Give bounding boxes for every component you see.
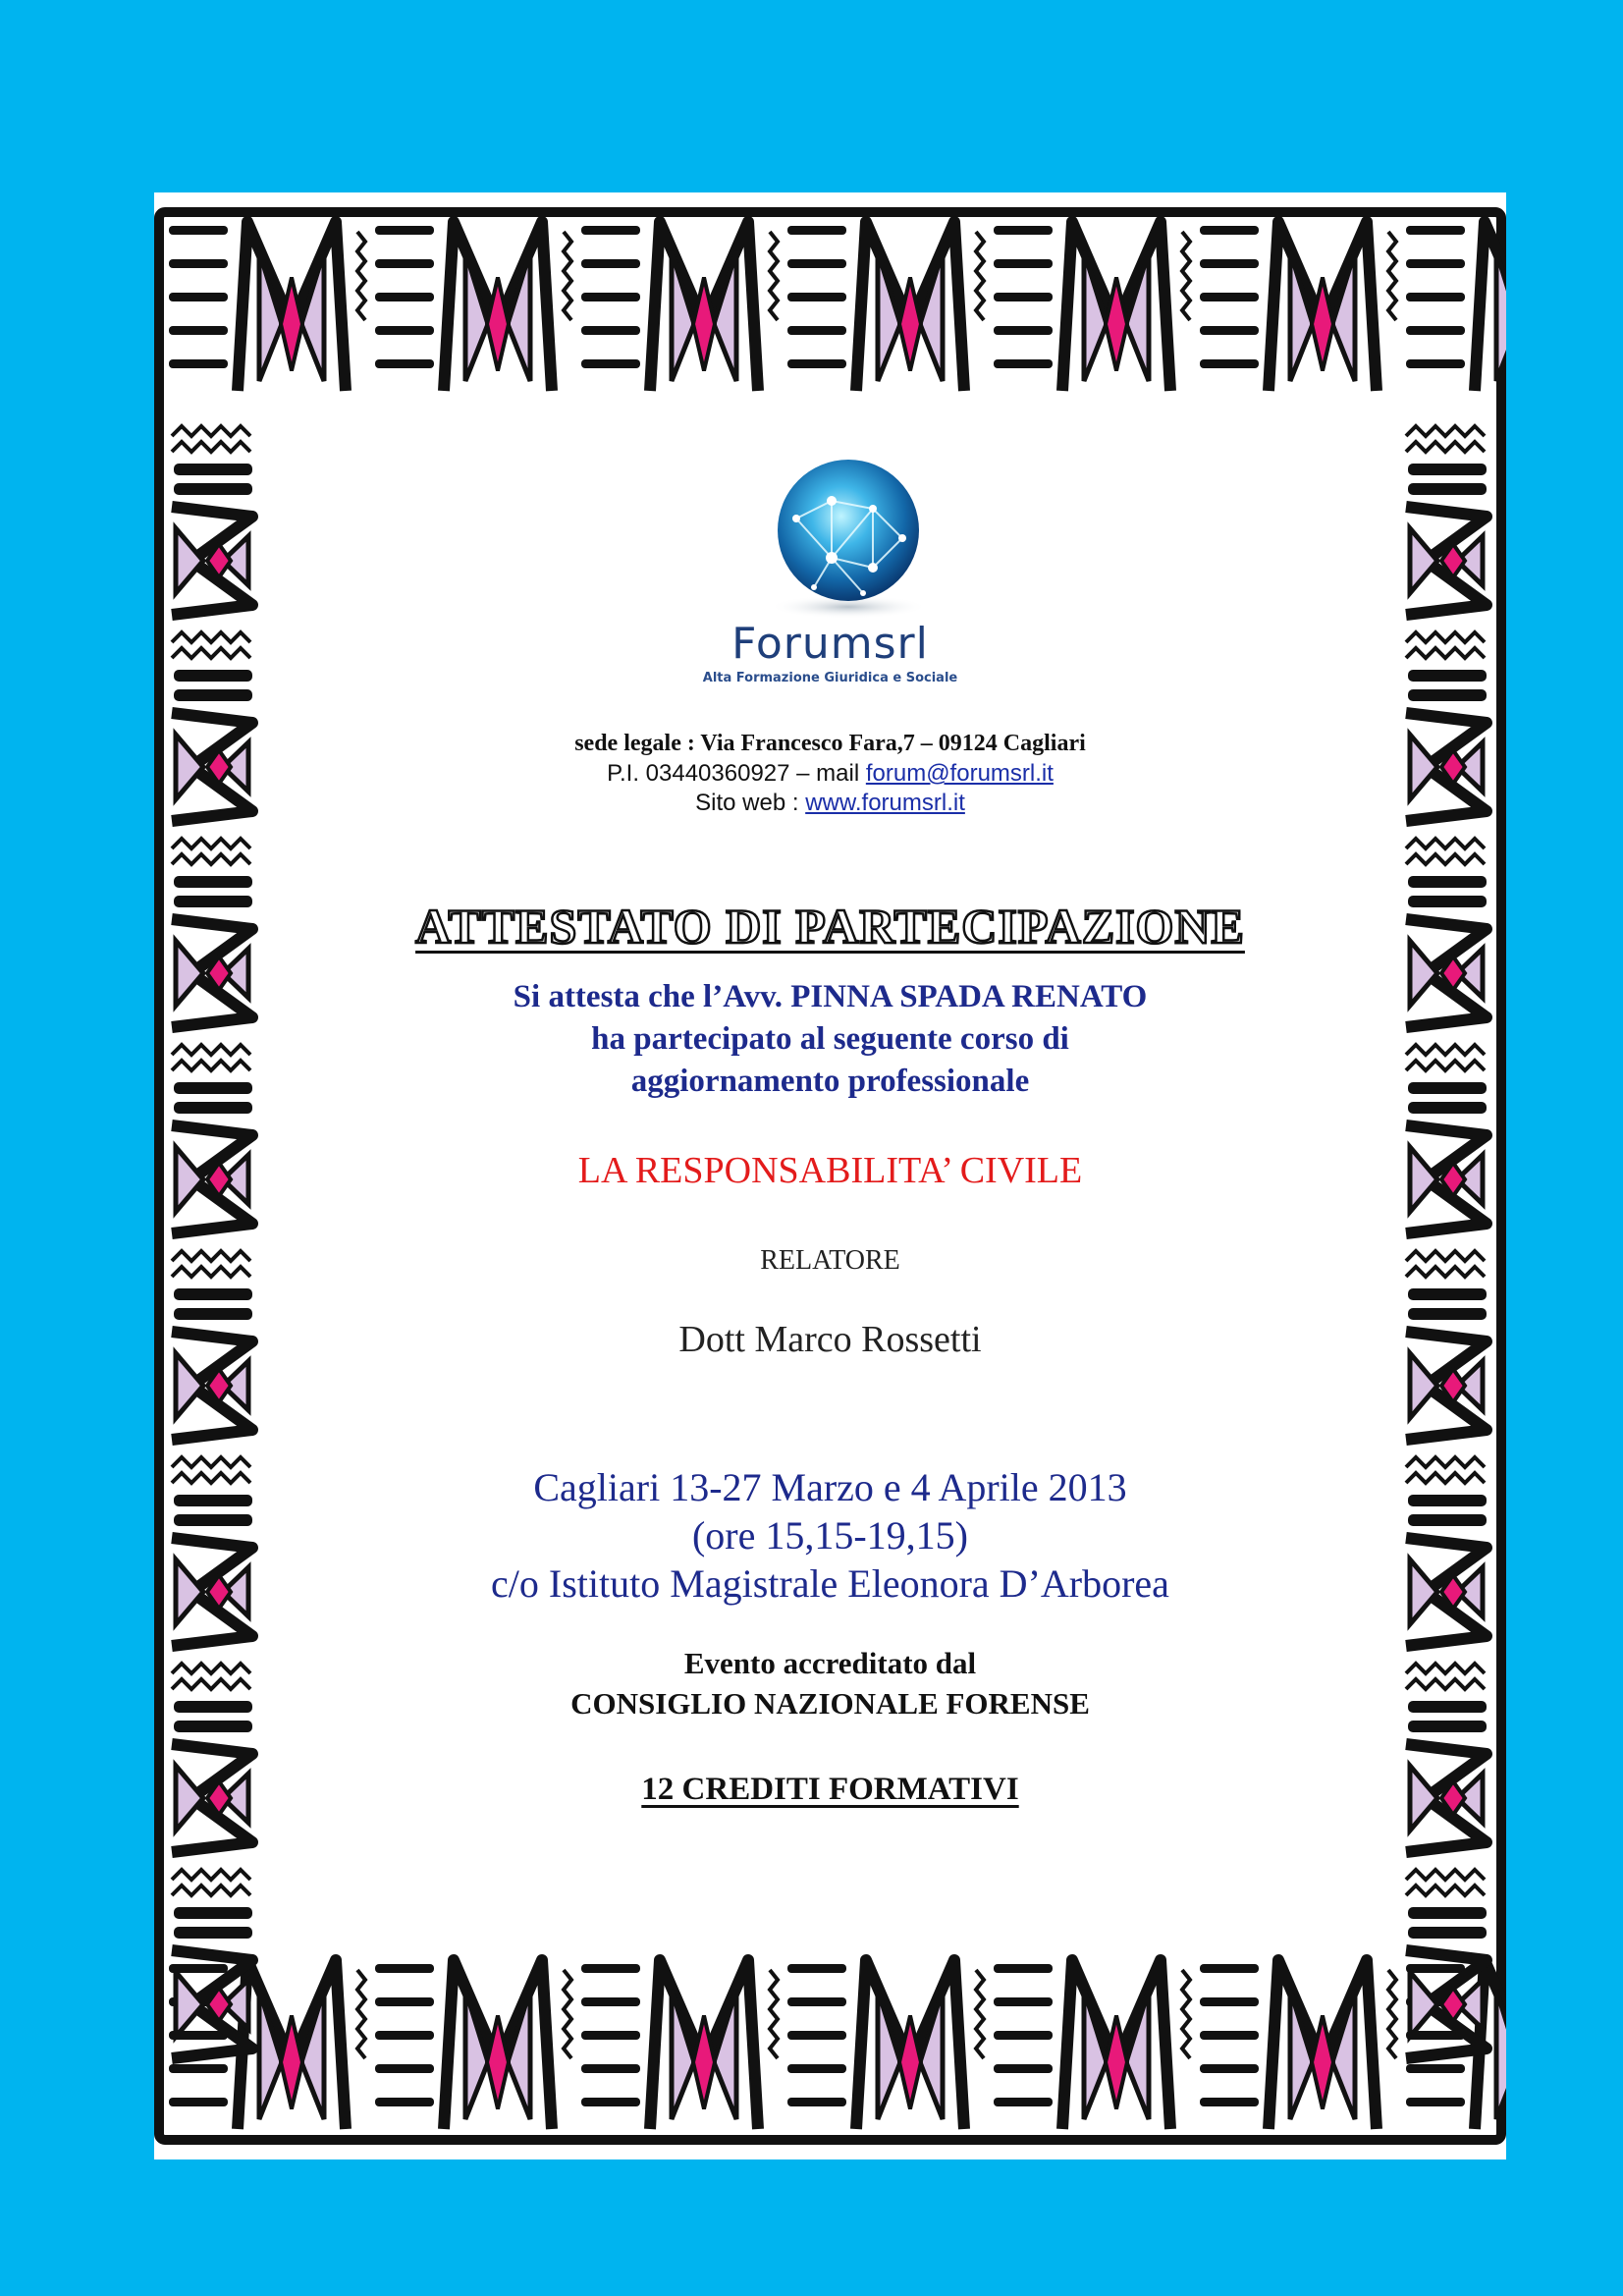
border-motif — [172, 442, 250, 452]
border-motif — [787, 359, 846, 368]
border-motif — [1406, 442, 1485, 452]
border-motif — [172, 426, 250, 436]
border-motif — [1408, 483, 1487, 495]
border-motif — [1408, 1102, 1487, 1114]
vat-number: P.I. 03440360927 – mail — [607, 760, 866, 787]
brand-name: Forumsrl — [731, 619, 929, 669]
border-motif — [787, 293, 846, 301]
border-motif — [1406, 259, 1465, 268]
border-motif — [1182, 1970, 1190, 2058]
border-motif — [1408, 896, 1487, 907]
border-motif — [994, 326, 1053, 335]
website-line — [154, 790, 1506, 817]
border-motif — [357, 1970, 365, 2058]
training-credits: 12 CREDITI FORMATIVI — [641, 1772, 1019, 1807]
border-motif — [1106, 278, 1127, 371]
border-motif — [1200, 326, 1259, 335]
border-motif — [787, 2031, 846, 2040]
event-dates-and-venue — [154, 1463, 1506, 1608]
border-motif — [787, 226, 846, 235]
course-title: LA RESPONSABILITA’ CIVILE — [577, 1150, 1083, 1191]
border-motif — [174, 483, 252, 495]
border-motif — [581, 259, 640, 268]
border-motif — [174, 464, 252, 475]
border-motif — [581, 293, 640, 301]
border-motif — [787, 326, 846, 335]
border-motif — [1182, 232, 1190, 320]
accrediting-body: CONSIGLIO NAZIONALE FORENSE — [570, 1686, 1090, 1721]
border-motif — [1312, 278, 1333, 371]
border-motif — [1496, 251, 1506, 381]
website-link[interactable]: www.forumsrl.it — [805, 790, 965, 816]
border-motif — [375, 359, 434, 368]
border-motif — [169, 326, 228, 335]
border-motif — [787, 1997, 846, 2006]
border-motif — [564, 1970, 571, 2058]
border-motif — [1406, 293, 1465, 301]
border-motif — [169, 293, 228, 301]
email-link[interactable]: forum@forumsrl.it — [865, 760, 1054, 787]
border-motif — [375, 226, 434, 235]
border-motif — [581, 2031, 640, 2040]
border-motif — [1200, 1964, 1259, 1973]
border-motif — [787, 259, 846, 268]
border-motif — [169, 2098, 228, 2106]
border-motif — [174, 876, 252, 888]
border-motif — [976, 232, 984, 320]
border-motif — [693, 2016, 715, 2109]
border-motif — [1410, 528, 1437, 593]
border-motif — [994, 2031, 1053, 2040]
border-motif — [281, 2016, 302, 2109]
border-motif — [169, 359, 228, 368]
certificate-title: ATTESTATO DI PARTECIPAZIONE — [415, 899, 1245, 954]
border-motif — [1388, 1970, 1396, 2058]
border-motif — [176, 528, 203, 593]
border-motif — [174, 896, 252, 907]
border-motif — [787, 2098, 846, 2106]
border-motif — [1106, 2016, 1127, 2109]
border-motif — [172, 1886, 250, 1895]
border-motif — [1200, 293, 1259, 301]
border-motif — [375, 1997, 434, 2006]
border-motif — [172, 839, 250, 848]
border-motif — [174, 1927, 252, 1939]
border-motif — [994, 293, 1053, 301]
border-motif — [1200, 359, 1259, 368]
border-motif — [1406, 426, 1485, 436]
border-motif — [1200, 2098, 1259, 2106]
border-motif — [169, 226, 228, 235]
attestation-statement — [154, 976, 1506, 1103]
border-motif — [1496, 1990, 1506, 2119]
border-motif — [581, 2098, 640, 2106]
border-motif — [1410, 1353, 1437, 1418]
border-motif — [487, 278, 509, 371]
statement-line: Si attesta che l’Avv. PINNA SPADA RENATO — [513, 979, 1148, 1014]
border-motif — [1406, 359, 1465, 368]
border-motif — [899, 2016, 921, 2109]
border-motif — [994, 359, 1053, 368]
speaker-label: RELATORE — [760, 1245, 900, 1276]
border-motif — [1200, 226, 1259, 235]
border-motif — [176, 1972, 203, 2037]
border-motif — [581, 226, 640, 235]
border-motif — [1408, 876, 1487, 888]
border-motif — [1406, 839, 1485, 848]
border-motif — [357, 232, 365, 320]
border-motif — [487, 2016, 509, 2109]
border-motif — [899, 278, 921, 371]
border-motif — [174, 689, 252, 701]
certificate-sheet — [154, 192, 1506, 2159]
border-motif — [994, 2064, 1053, 2073]
border-motif — [375, 259, 434, 268]
border-motif — [172, 1870, 250, 1880]
border-motif — [1406, 226, 1465, 235]
border-motif — [787, 1964, 846, 1973]
border-motif — [174, 1288, 252, 1300]
border-motif — [375, 1964, 434, 1973]
border-motif — [172, 854, 250, 864]
venue-line: c/o Istituto Magistrale Eleonora D’Arborea — [491, 1561, 1169, 1606]
border-motif — [1406, 854, 1485, 864]
border-motif — [1408, 464, 1487, 475]
border-motif — [1410, 1972, 1437, 2037]
legal-address: sede legale : Via Francesco Fara,7 – 09124 Cagliari — [574, 731, 1086, 756]
border-motif — [1406, 2064, 1465, 2073]
border-motif — [1408, 1721, 1487, 1732]
border-motif — [1406, 1870, 1485, 1880]
border-motif — [1408, 1927, 1487, 1939]
border-motif — [1312, 2016, 1333, 2109]
border-motif — [1408, 689, 1487, 701]
border-motif — [1408, 1907, 1487, 1919]
border-motif — [1200, 2031, 1259, 2040]
border-motif — [581, 359, 640, 368]
website-label: Sito web : — [695, 790, 806, 816]
border-motif — [176, 1353, 203, 1418]
border-motif — [174, 1907, 252, 1919]
border-motif — [174, 1102, 252, 1114]
border-motif — [169, 2064, 228, 2073]
border-motif — [581, 1997, 640, 2006]
border-motif — [994, 1997, 1053, 2006]
border-motif — [564, 232, 571, 320]
border-motif — [994, 2098, 1053, 2106]
border-motif — [1406, 2098, 1465, 2106]
border-motif — [169, 259, 228, 268]
time-line: (ore 15,15-19,15) — [691, 1513, 969, 1558]
border-motif — [581, 326, 640, 335]
border-motif — [1200, 259, 1259, 268]
vat-and-email-line — [154, 760, 1506, 788]
border-motif — [281, 278, 302, 371]
border-motif — [375, 293, 434, 301]
border-motif — [693, 278, 715, 371]
border-motif — [770, 232, 778, 320]
border-motif — [1200, 2064, 1259, 2073]
border-motif — [976, 1970, 984, 2058]
border-motif — [1406, 326, 1465, 335]
speaker-name: Dott Marco Rossetti — [678, 1319, 982, 1360]
border-motif — [375, 326, 434, 335]
statement-line: ha partecipato al seguente corso di — [591, 1021, 1069, 1057]
border-motif — [770, 1970, 778, 2058]
date-line: Cagliari 13-27 Marzo e 4 Aprile 2013 — [533, 1465, 1127, 1509]
border-motif — [994, 1964, 1053, 1973]
border-motif — [581, 2064, 640, 2073]
border-motif — [1200, 1997, 1259, 2006]
statement-line: aggiornamento professionale — [630, 1064, 1030, 1099]
border-motif — [375, 2064, 434, 2073]
brand-tagline: Alta Formazione Giuridica e Sociale — [702, 671, 958, 685]
border-motif — [375, 2098, 434, 2106]
border-motif — [1408, 1288, 1487, 1300]
border-motif — [375, 2031, 434, 2040]
border-motif — [994, 226, 1053, 235]
border-motif — [994, 259, 1053, 268]
accreditation-label: Evento accreditato dal — [683, 1646, 977, 1680]
border-motif — [787, 2064, 846, 2073]
border-motif — [1406, 1964, 1465, 1973]
border-motif — [581, 1964, 640, 1973]
border-motif — [1406, 1886, 1485, 1895]
border-motif — [174, 1721, 252, 1732]
border-motif — [1388, 232, 1396, 320]
